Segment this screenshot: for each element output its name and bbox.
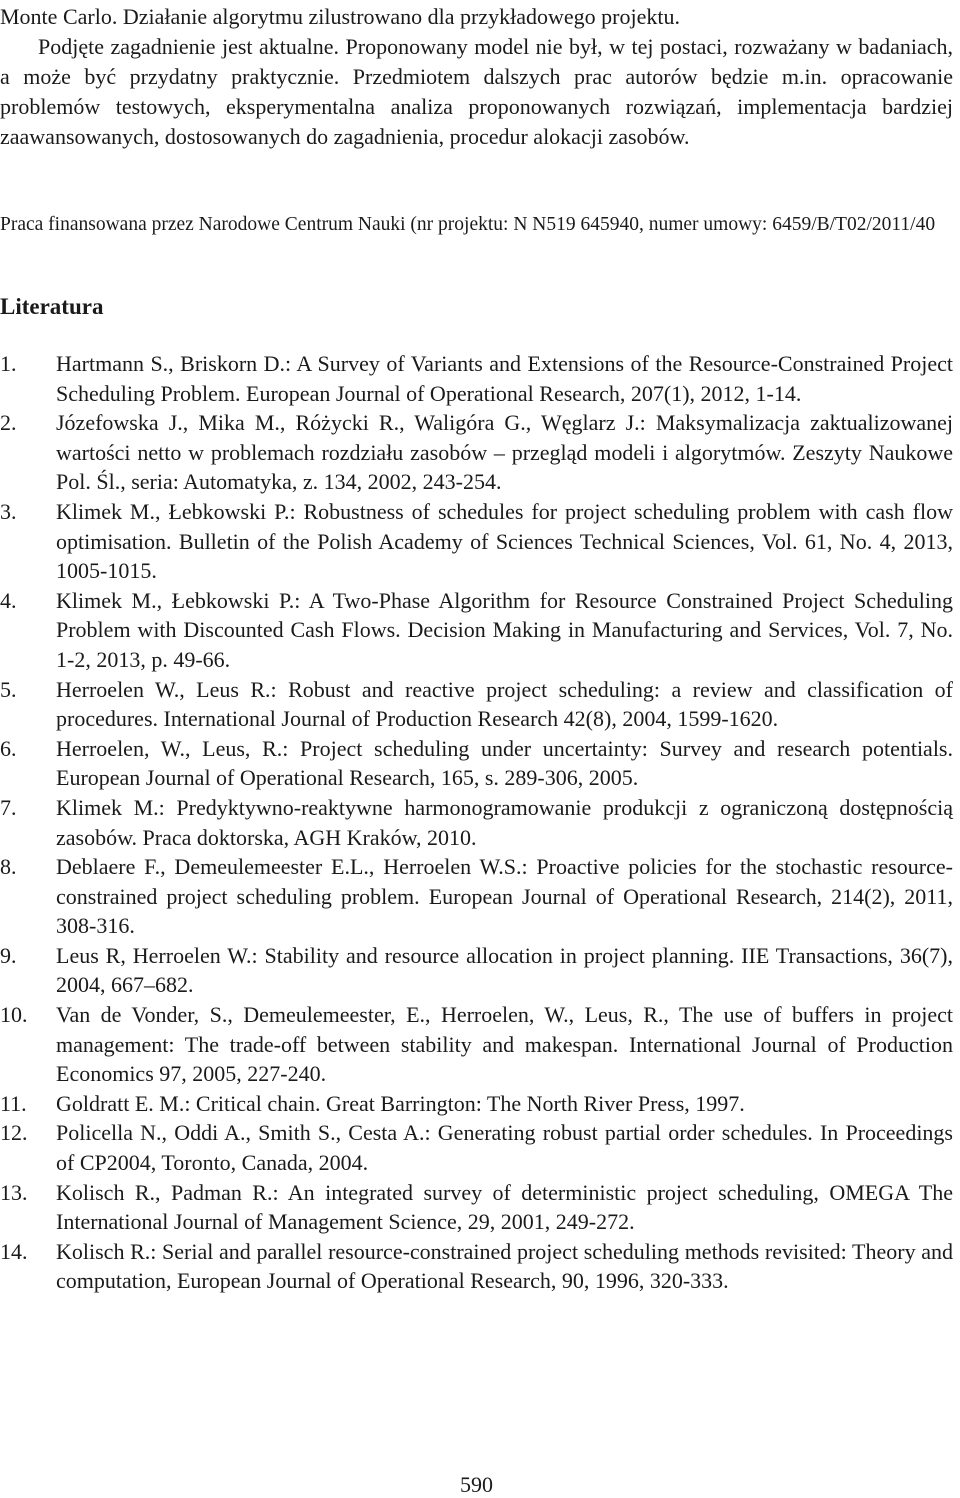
reference-number: 7. xyxy=(0,794,17,820)
reference-item xyxy=(0,1178,953,1237)
reference-number: 12. xyxy=(0,1120,28,1146)
reference-text: Van de Vonder, S., Demeulemeester, E., Herroelen, W., Leus, R., The use of buffers in project management: The trade-off between stability and makespan. International Journal of Production Economics 97, 2005, 227-240. xyxy=(56,1002,953,1087)
reference-text: Hartmann S., Briskorn D.: A Survey of Variants and Extensions of the Resource-Constrained Project Scheduling Problem. European Journal of Operational Research, 207(1), 2012, 1-14. xyxy=(56,351,953,406)
reference-item xyxy=(0,1000,953,1089)
reference-item xyxy=(0,1237,953,1296)
reference-list xyxy=(0,349,953,1296)
reference-text: Kolisch R.: Serial and parallel resource-constrained project scheduling methods revisited: Theory and computation, European Journal of Operational Research, 90, 1996, 320-333. xyxy=(56,1238,953,1294)
reference-item xyxy=(0,1089,953,1119)
reference-number: 4. xyxy=(0,587,17,613)
funding-note: Praca finansowana przez Narodowe Centrum Nauki (nr projektu: N N519 645940, numer umowy: 6459/B/T02/2011/40 xyxy=(0,214,936,235)
reference-item xyxy=(0,349,953,408)
reference-number: 5. xyxy=(0,676,17,702)
reference-text: Leus R, Herroelen W.: Stability and resource allocation in project planning. IIE Transactions, 36(7), 2004, 667–682. xyxy=(56,942,953,998)
reference-text: Józefowska J., Mika M., Różycki R., Waligóra G., Węglarz J.: Maksymalizacja zaktualizowanej wartości netto w problemach rozdziału zasobów – przegląd modeli i algorytmów. Zeszyty Naukowe Pol. Śl., seria: Automatyka, z. 134, 2002, 243-254. xyxy=(56,410,953,495)
reference-item xyxy=(0,793,953,852)
page-number: 590 xyxy=(460,1472,493,1497)
intro-sentence-1: Monte Carlo. Działanie algorytmu zilustrowano dla przykładowego projektu. xyxy=(0,4,680,29)
reference-text: Klimek M.: Predyktywno-reaktywne harmonogramowanie produkcji z ograniczoną dostępnością zasobów. Praca doktorska, AGH Kraków, 2010. xyxy=(56,794,953,850)
reference-item xyxy=(0,734,953,793)
reference-number: 3. xyxy=(0,498,17,524)
reference-text: Kolisch R., Padman R.: An integrated survey of deterministic project scheduling, OMEGA The International Journal of Management Science, 29, 2001, 249-272. xyxy=(56,1179,953,1235)
reference-item xyxy=(0,852,953,941)
reference-text: Klimek M., Łebkowski P.: A Two-Phase Algorithm for Resource Constrained Project Scheduling Problem with Discounted Cash Flows. Decision Making in Manufacturing and Services, Vol. 7, No. 1-2, 2013, p. 49-66. xyxy=(56,587,953,672)
reference-number: 14. xyxy=(0,1238,28,1264)
reference-text: Klimek M., Łebkowski P.: Robustness of schedules for project scheduling problem with cash flow optimisation. Bulletin of the Polish Academy of Sciences Technical Sciences, Vol. 61, No. 4, 2013, 1005-1015. xyxy=(56,498,953,584)
reference-text: Goldratt E. M.: Critical chain. Great Barrington: The North River Press, 1997. xyxy=(56,1090,745,1116)
intro-sentence-2: Podjęte zagadnienie jest aktualne. Proponowany model nie był, w tej postaci, rozważany w badaniach, a może być przydatny praktycznie. Przedmiotem dalszych prac autorów będzie m.in. opracowanie problemów testowych, eksperymentalna analiza proponowanych rozwiązań, implementacja bardziej zaawansowanych, dostosowanych do zagadnienia, procedur alokacji zasobów. xyxy=(0,34,953,149)
reference-number: 8. xyxy=(0,854,17,880)
reference-item xyxy=(0,941,953,1000)
reference-item xyxy=(0,408,953,497)
reference-item xyxy=(0,586,953,675)
reference-item xyxy=(0,675,953,734)
reference-text: Herroelen W., Leus R.: Robust and reactive project scheduling: a review and classification of procedures. International Journal of Production Research 42(8), 2004, 1599-1620. xyxy=(56,676,953,732)
reference-item xyxy=(0,497,953,586)
reference-text: Deblaere F., Demeulemeester E.L., Herroelen W.S.: Proactive policies for the stochastic resource-constrained project scheduling problem. European Journal of Operational Research, 214(2), 2011, 308-316. xyxy=(56,854,953,939)
reference-number: 11. xyxy=(0,1090,27,1116)
reference-number: 9. xyxy=(0,942,17,968)
intro-paragraph xyxy=(0,2,953,152)
reference-text: Herroelen, W., Leus, R.: Project scheduling under uncertainty: Survey and research potentials. European Journal of Operational Research, 165, s. 289-306, 2005. xyxy=(56,735,953,791)
literature-heading: Literatura xyxy=(0,294,104,319)
reference-number: 2. xyxy=(0,410,17,436)
reference-item xyxy=(0,1118,953,1177)
reference-number: 1. xyxy=(0,351,17,376)
reference-number: 13. xyxy=(0,1179,28,1205)
reference-text: Policella N., Oddi A., Smith S., Cesta A.: Generating robust partial order schedules. In Proceedings of CP2004, Toronto, Canada, 2004. xyxy=(56,1120,953,1176)
reference-number: 10. xyxy=(0,1002,28,1028)
reference-number: 6. xyxy=(0,735,17,761)
